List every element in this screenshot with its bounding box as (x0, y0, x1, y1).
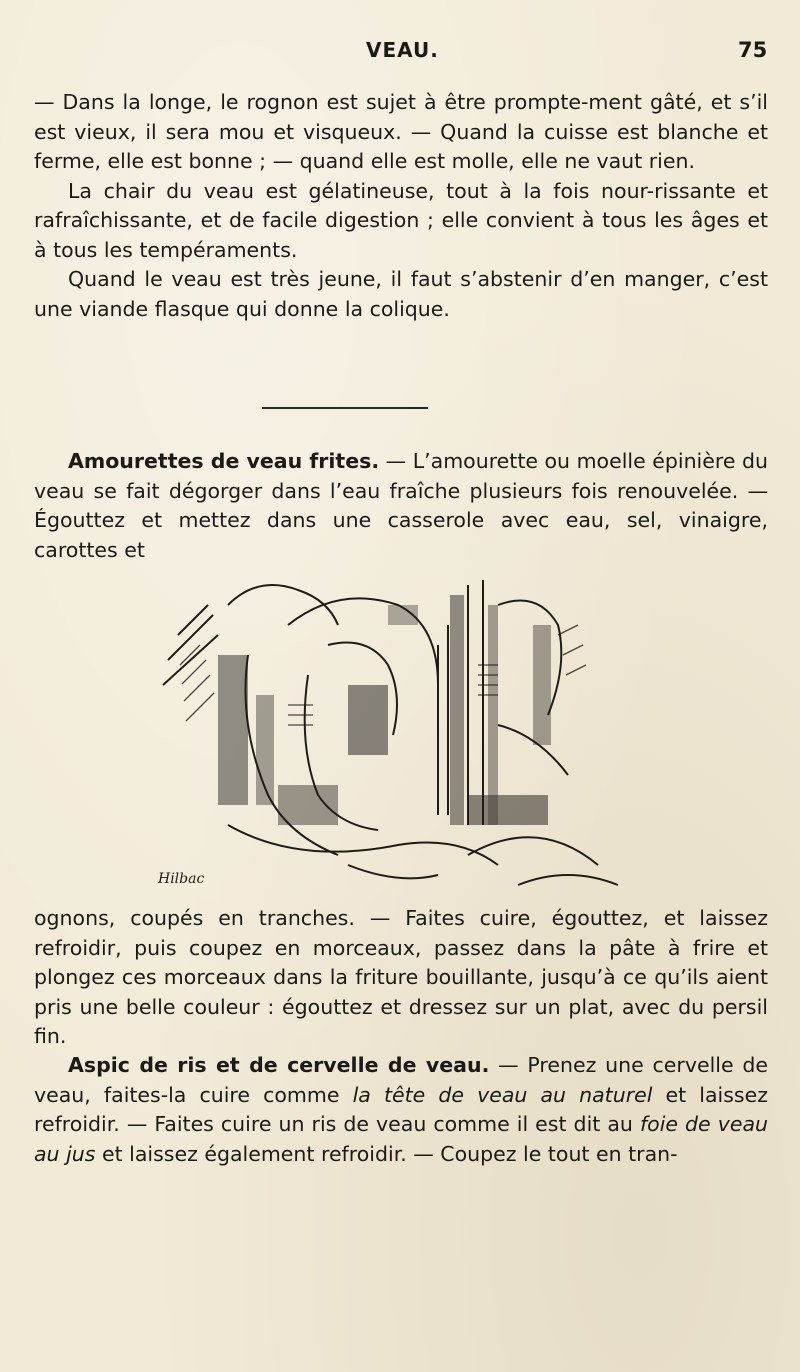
amourettes-continued (34, 904, 768, 1052)
aspic-text-1: — Prenez une cervelle de veau, faites-la cuire comme (34, 1053, 768, 1107)
amourettes-paragraph-continued: ognons, coupés en tranches. — Faites cuire, égouttez, et laissez refroidir, puis coupez en morceaux, passez dans la pâte à frire et plongez ces morceaux dans la friture bouillante, jusqu’à ce qu’ils aient pris une belle couleur : égouttez et dressez sur un plat, avec du persil fin. (34, 906, 768, 1048)
intro-paragraph-1: — Dans la longe, le rognon est sujet à être prompte-ment gâté, et s’il est vieux, il sera mou et visqueux. — Quand la cuisse est blanche et ferme, elle est bonne ; — quand elle est molle, elle ne vaut rien. (34, 90, 768, 173)
aspic-heading: Aspic de ris et de cervelle de veau. (68, 1053, 490, 1077)
amourettes-heading: Amourettes de veau frites. (68, 449, 380, 473)
amourettes-text-before: — L’amourette ou moelle épinière du veau se fait dégorger dans l’eau fraîche plusieurs fois renouvelée. — Égouttez et mettez dans une casserole avec eau, sel, vinaigre, carottes et (34, 449, 768, 562)
intro-paragraph-3: Quand le veau est très jeune, il faut s’abstenir d’en manger, c’est une viande flasque qui donne la colique. (34, 267, 768, 321)
running-title: VEAU. (366, 38, 439, 62)
illustration-signature: Hilbac (158, 871, 205, 887)
aspic-paragraph (34, 1051, 768, 1169)
aspic-italic-1: la tête de veau au naturel (352, 1082, 653, 1107)
section-divider (262, 407, 428, 409)
aspic-text-2: et laissez refroidir. — Faites cuire un ris de veau comme il est dit au (34, 1082, 768, 1136)
aspic-text-3: et laissez également refroidir. — Coupez le tout en tran- (95, 1141, 678, 1166)
intro-paragraph-2: La chair du veau est gélatineuse, tout à la fois nour-rissante et rafraîchissante, et de facile digestion ; elle convient à tous les âges et à tous les tempéraments. (34, 178, 768, 262)
page-number: 75 (738, 38, 768, 62)
amourettes-paragraph (34, 447, 768, 565)
engraving-calf-head-illustration (138, 565, 678, 903)
intro-section (34, 88, 768, 324)
aspic-section (34, 1051, 768, 1169)
aspic-italic-2: foie de veau au jus (34, 1112, 769, 1166)
running-head (0, 38, 800, 68)
amourettes-section (34, 447, 768, 565)
